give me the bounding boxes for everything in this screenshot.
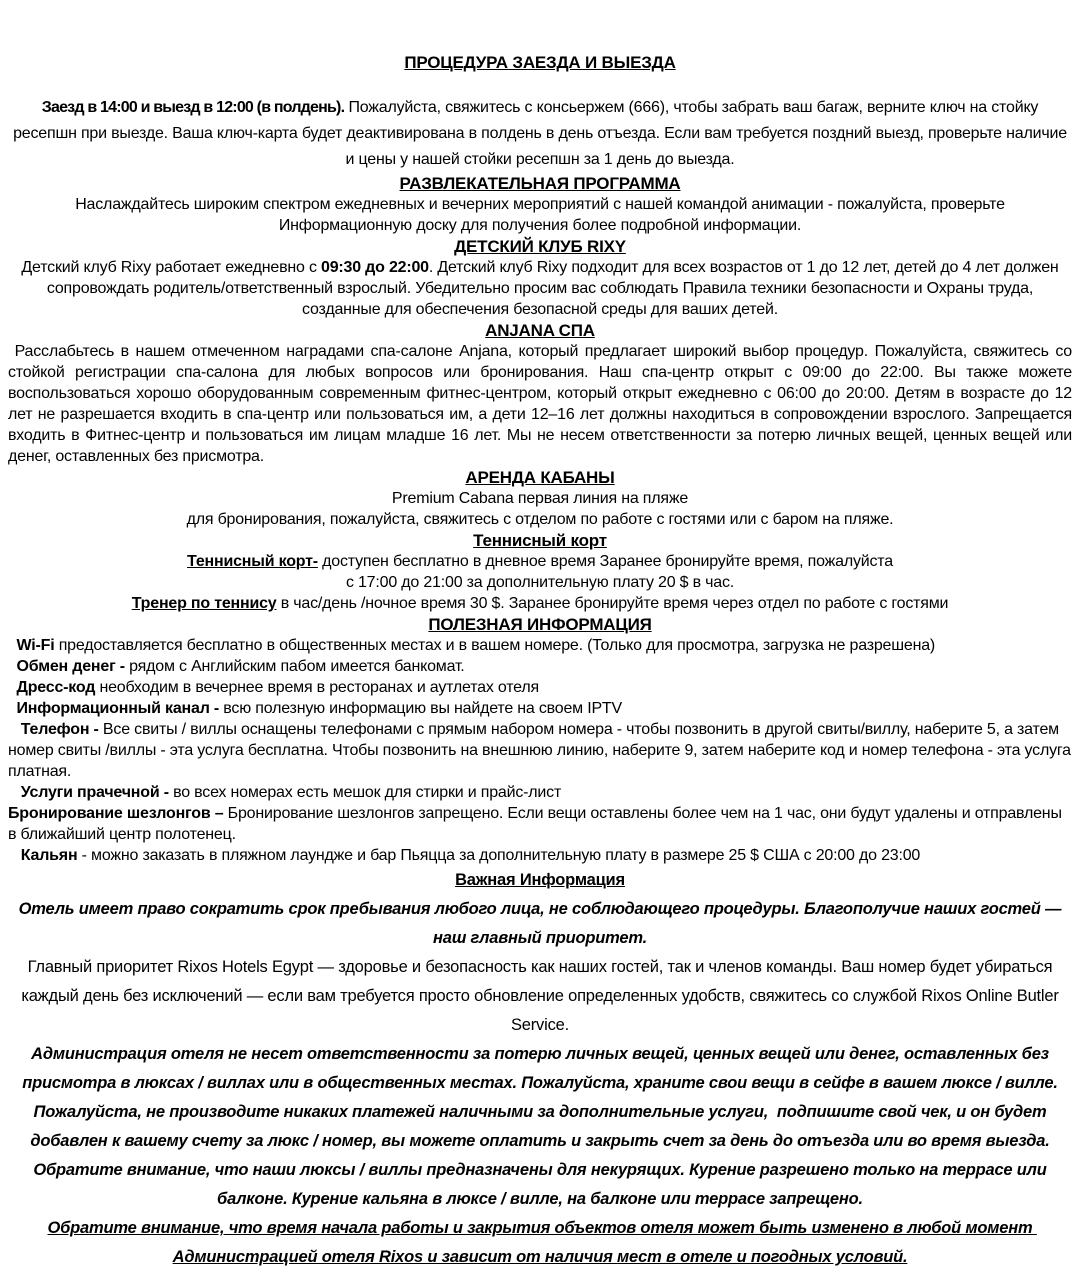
text-segment: Пожалуйста, свяжитесь с консьержем (666), чтобы забрать ваш багаж, верните ключ на стойку ресепшн при выезде. Ваша ключ-карта будет деактивирована в полдень в день отъезда. Если вам требуется поздний выезд, проверьте наличие и цены у нашей стойки ресепшн за 1 день до выезда.	[13, 99, 1072, 168]
text-segment: 09:30 до 22:00	[321, 259, 429, 276]
text-segment: с 17:00 до 21:00 за дополнительную плату 20 $ в час.	[345, 574, 735, 591]
text-segment: Услуги прачечной -	[8, 784, 169, 801]
text-segment: Бронирование шезлонгов –	[8, 805, 224, 822]
paragraph	[8, 803, 1072, 845]
section-heading-text: Важная Информация	[455, 871, 625, 889]
paragraph	[8, 895, 1072, 953]
paragraph	[8, 845, 1072, 866]
text-segment: Premium Cabana первая линия на пляже	[391, 490, 689, 507]
section-heading-text: РАЗВЛЕКАТЕЛЬНАЯ ПРОГРАММА	[399, 174, 681, 193]
paragraph	[8, 509, 1072, 530]
text-segment: Кальян	[8, 847, 78, 864]
paragraph	[8, 635, 1072, 656]
text-segment: Главный приоритет Rixos Hotels Egypt — здоровье и безопасность как наших гостей, так и членов команды. Ваш номер будет убираться каждый день без исключений — если вам требуется просто обновление определенных удобств, свяжитесь со службой Rixos Online Butler Service.	[21, 958, 1064, 1034]
text-segment: Обратите внимание, что время начала работы и закрытия объектов отеля может быть изменено в любой момент Администрацией отеля Rixos и зависит от наличия мест в отеле и погодных условий.	[47, 1219, 1037, 1266]
paragraph	[8, 656, 1072, 677]
paragraph	[8, 593, 1072, 614]
text-segment: Администрация отеля не несет ответственности за потерю личных вещей, ценных вещей или денег, оставленных без присмотра в люксах / виллах или в общественных местах. Пожалуйста, храните свои вещи в сейфе в вашем люксе / вилле. Пожалуйста, не производите никаких платежей наличными за дополнительные услуги, подпишите свой чек, и он будет добавлен к вашему счету за люкс / номер, вы можете оплатить и закрыть счет за день до отъезда или во время выезда. Обратите внимание, что наши люксы / виллы предназначены для некурящих. Курение разрешено только на террасе или балконе. Курение кальяна в люксе / вилле, на балконе или террасе запрещено.	[22, 1045, 1063, 1208]
section-heading-text: ДЕТСКИЙ КЛУБ RIXY	[454, 237, 626, 256]
section-heading	[8, 467, 1072, 488]
paragraph	[8, 341, 1077, 467]
paragraph	[8, 95, 1072, 173]
text-segment: Расслабьтесь в нашем отмеченном наградами спа-салоне Anjana, который предлагает широкий выбор процедур. Пожалуйста, свяжитесь со стойкой регистрации спа-салона для любых вопросов или бронирования. Наш спа-центр открыт с 09:00 до 22:00. Вы также можете воспользоваться хорошо оборудованным современным фитнес-центром, который открыт ежедневно с 06:00 до 20:00. Детям в возрасте до 12 лет не разрешается входить в спа-центр или пользоваться им, а дети 12–16 лет должны находиться в сопровождении взрослого. Запрещается входить в Фитнес-центр и пользоваться им лицам младше 16 лет. Мы не несем ответственности за потерю личных вещей, ценных вещей или денег, оставленных без присмотра.	[8, 343, 1077, 465]
section-heading-text: АРЕНДА КАБАНЫ	[465, 468, 615, 487]
text-segment: Информационный канал -	[8, 700, 220, 717]
text-segment: во всех номерах есть мешок для стирки и прайс-лист	[168, 784, 562, 801]
paragraph	[8, 719, 1076, 782]
text-segment: необходим в вечернее время в ресторанах и аутлетах отеля	[95, 679, 539, 696]
paragraph	[8, 194, 1072, 236]
text-segment: в час/день /ночное время 30 $. Заранее бронируйте время через отдел по работе с гостями	[276, 595, 949, 612]
document-content	[8, 52, 1077, 1272]
text-segment: - можно заказать в пляжном лаундже и бар Пьяцца за дополнительную плату в размере 25 $ США с 20:00 до 23:00	[77, 847, 921, 864]
text-segment: Заезд в 14:00 и выезд в 12:00 (в полдень).	[41, 99, 345, 116]
section-heading-text: ПРОЦЕДУРА ЗАЕЗДА И ВЫЕЗДА	[404, 53, 676, 72]
paragraph	[8, 698, 1072, 719]
paragraph	[8, 677, 1072, 698]
paragraph	[8, 953, 1072, 1040]
text-segment: Бронирование шезлонгов запрещено. Если вещи оставлены более чем на 1 час, они будут удалены и отправлены в ближайший центр полотенец.	[8, 805, 1066, 843]
text-segment: Тренер по теннису	[131, 595, 277, 612]
section-heading-text: ANJANA СПА	[485, 321, 595, 340]
text-segment: Детский клуб Rixy работает ежедневно с	[21, 259, 322, 276]
section-heading	[8, 530, 1072, 551]
text-segment: Все свиты / виллы оснащены телефонами с прямым набором номера - чтобы позвонить в другой свиты/виллу, наберите 5, а затем номер свиты /виллы - эта услуга бесплатна. Чтобы позвонить на внешнюю линию, наберите 9, затем наберите код и номер телефона - эта услуга платная.	[8, 721, 1076, 780]
section-heading-text: ПОЛЕЗНАЯ ИНФОРМАЦИЯ	[428, 615, 652, 634]
text-segment: Телефон -	[8, 721, 99, 738]
text-segment: Дресс-код	[8, 679, 96, 696]
text-segment: . Детский клуб Rixy подходит для всех возрастов от 1 до 12 лет, детей до 4 лет должен сопровождать родитель/ответственный взрослый. Убедительно просим вас соблюдать Правила техники безопасности и Охраны труда, созданные для обеспечения безопасной среды для ваших детей.	[46, 259, 1063, 318]
paragraph	[8, 257, 1072, 320]
text-segment: для бронирования, пожалуйста, свяжитесь с отделом по работе с гостями или с баром на пляже.	[186, 511, 894, 528]
paragraph	[8, 1214, 1072, 1272]
section-heading	[8, 236, 1072, 257]
section-heading	[8, 52, 1072, 73]
text-segment: рядом с Английским пабом имеется банкомат.	[124, 658, 465, 675]
paragraph	[8, 1040, 1072, 1214]
text-segment: Наслаждайтесь широким спектром ежедневных и вечерних мероприятий с нашей командой анимации - пожалуйста, проверьте Информационную доску для получения более подробной информации.	[75, 196, 1010, 234]
section-heading	[8, 320, 1072, 341]
paragraph	[8, 551, 1072, 593]
section-heading	[8, 173, 1072, 194]
text-segment: доступен бесплатно в дневное время Заранее бронируйте время, пожалуйста	[317, 553, 893, 570]
text-segment: Wi-Fi	[8, 637, 55, 654]
section-heading-text: Теннисный корт	[473, 531, 607, 550]
section-heading	[8, 614, 1072, 635]
text-segment: всю полезную информацию вы найдете на своем IPTV	[219, 700, 622, 717]
text-segment: Обмен денег -	[8, 658, 125, 675]
text-segment: Отель имеет право сократить срок пребывания любого лица, не соблюдающего процедуры. Благополучие наших гостей — наш главный приоритет.	[18, 900, 1066, 947]
section-heading	[8, 866, 1072, 895]
text-segment: предоставляется бесплатно в общественных местах и в вашем номере. (Только для просмотра, загрузка не разрешена)	[54, 637, 936, 654]
paragraph	[8, 782, 1072, 803]
text-segment: Теннисный корт-	[187, 553, 318, 570]
spacer	[8, 73, 1072, 95]
paragraph	[8, 488, 1072, 509]
